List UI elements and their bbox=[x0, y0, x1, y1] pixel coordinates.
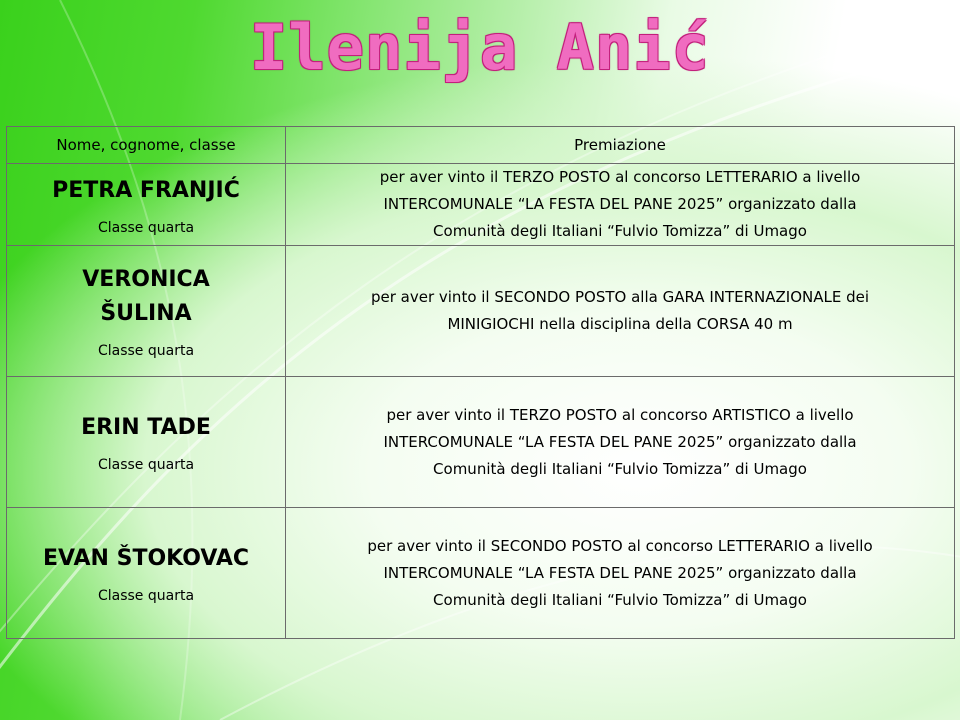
student-cell bbox=[7, 164, 286, 246]
table-row bbox=[7, 508, 955, 639]
student-name: PETRA FRANJIĆ bbox=[52, 177, 240, 203]
student-class: Classe quarta bbox=[97, 219, 195, 236]
student-name: EVAN ŠTOKOVAC bbox=[42, 546, 250, 571]
student-class: Classe quarta bbox=[97, 588, 195, 604]
award-line: INTERCOMUNALE “LA FESTA DEL PANE 2025” organizzato dalla bbox=[383, 563, 857, 582]
award-cell bbox=[286, 508, 955, 639]
award-line: Comunità degli Italiani “Fulvio Tomizza” di Umago bbox=[433, 459, 807, 478]
student-class: Classe quarta bbox=[97, 457, 195, 473]
award-line: MINIGIOCHI nella disciplina della CORSA 40 m bbox=[447, 315, 793, 333]
student-cell bbox=[7, 246, 286, 377]
slide-title: Ilenija Anić bbox=[250, 11, 710, 84]
award-cell bbox=[286, 246, 955, 377]
student-cell bbox=[7, 508, 286, 639]
award-line: Comunità degli Italiani “Fulvio Tomizza” di Umago bbox=[433, 590, 807, 609]
table-header-row bbox=[7, 127, 955, 164]
table-row bbox=[7, 164, 955, 246]
table-row bbox=[7, 377, 955, 508]
award-line: INTERCOMUNALE “LA FESTA DEL PANE 2025” organizzato dalla bbox=[383, 195, 857, 213]
student-name: ERIN TADE bbox=[81, 415, 211, 440]
award-line: Comunità degli Italiani “Fulvio Tomizza” di Umago bbox=[433, 222, 807, 240]
award-cell bbox=[286, 377, 955, 508]
award-line: per aver vinto il SECONDO POSTO alla GARA INTERNAZIONALE dei bbox=[370, 288, 870, 306]
table-row bbox=[7, 246, 955, 377]
award-line: per aver vinto il TERZO POSTO al concorso LETTERARIO a livello bbox=[379, 168, 861, 186]
student-class: Classe quarta bbox=[97, 343, 195, 359]
award-line: per aver vinto il SECONDO POSTO al concorso LETTERARIO a livello bbox=[367, 536, 873, 555]
student-name-line: ŠULINA bbox=[100, 301, 192, 326]
awards-table bbox=[6, 126, 955, 639]
award-line: per aver vinto il TERZO POSTO al concorso ARTISTICO a livello bbox=[386, 405, 854, 424]
award-cell bbox=[286, 164, 955, 246]
student-name-line: VERONICA bbox=[82, 267, 210, 292]
student-cell bbox=[7, 377, 286, 508]
award-line: INTERCOMUNALE “LA FESTA DEL PANE 2025” organizzato dalla bbox=[383, 432, 857, 451]
column-header-award: Premiazione bbox=[286, 127, 955, 164]
column-header-name: Nome, cognome, classe bbox=[7, 127, 286, 164]
